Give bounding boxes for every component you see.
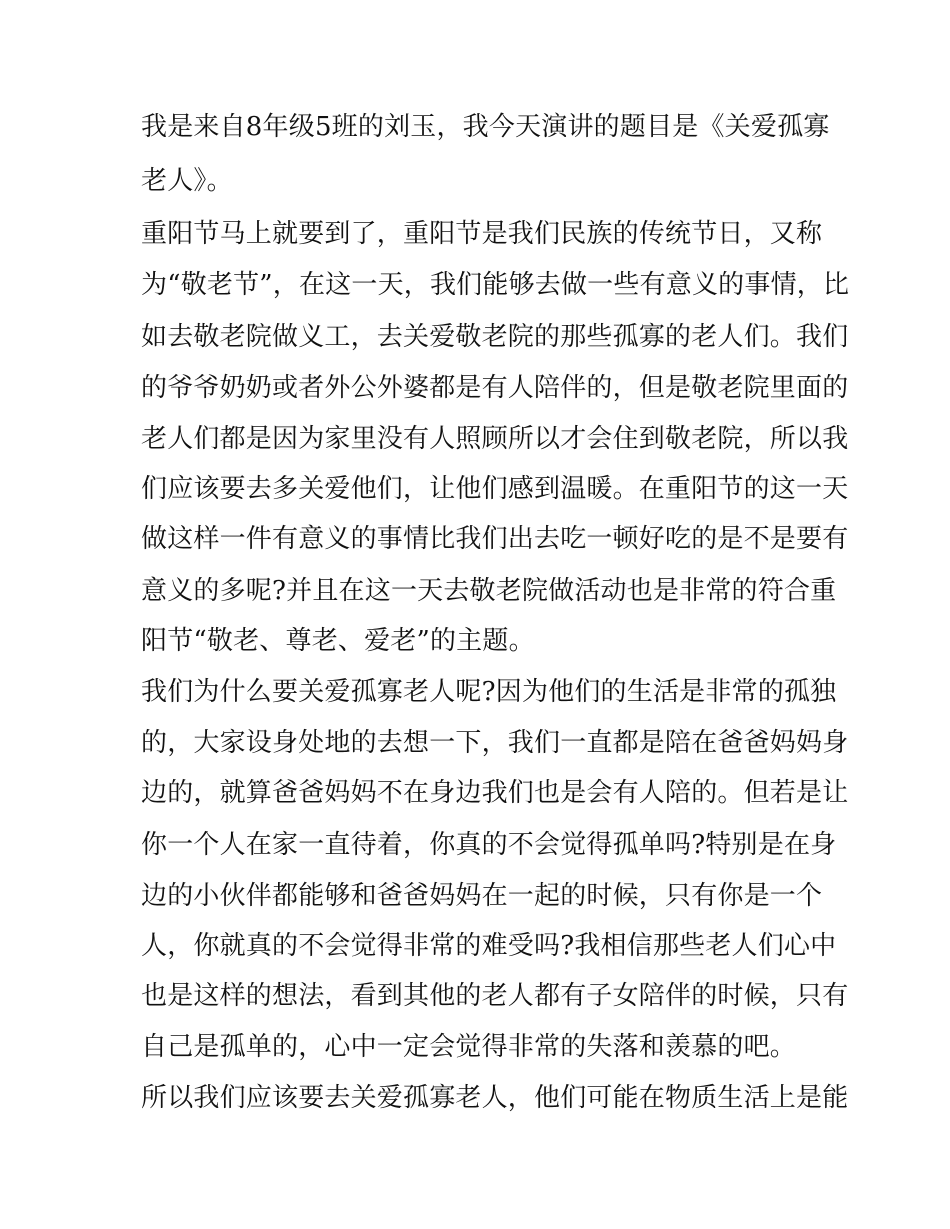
text-line: 人，你就真的不会觉得非常的难受吗?我相信那些老人们心中: [141, 931, 837, 961]
text-line: 的，大家设身处地的去想一下，我们一直都是陪在爸爸妈妈身: [141, 728, 849, 758]
text-line: 所以我们应该要去关爱孤寡老人，他们可能在物质生活上是能: [141, 1083, 849, 1113]
text-line: 们应该要去多关爱他们，让他们感到温暖。在重阳节的这一天: [141, 474, 849, 504]
text-line: 边的小伙伴都能够和爸爸妈妈在一起的时候，只有你是一个: [141, 881, 823, 911]
text-line: 我是来自8年级5班的刘玉，我今天演讲的题目是《关爱孤寡: [141, 112, 830, 142]
text-line: 重阳节马上就要到了，重阳节是我们民族的传统节日，又称: [141, 219, 823, 249]
text-line: 你一个人在家一直待着，你真的不会觉得孤单吗?特别是在身: [141, 830, 837, 860]
text-line: 也是这样的想法，看到其他的老人都有子女陪伴的时候，只有: [141, 981, 849, 1011]
text-line: 做这样一件有意义的事情比我们出去吃一顿好吃的是不是要有: [141, 524, 849, 554]
text-line: 老人们都是因为家里没有人照顾所以才会住到敬老院，所以我: [141, 424, 849, 454]
text-line: 阳节“敬老、尊老、爱老”的主题。: [141, 626, 535, 656]
text-line: 我们为什么要关爱孤寡老人呢?因为他们的生活是非常的孤独: [141, 677, 837, 707]
text-line: 意义的多呢?并且在这一天去敬老院做活动也是非常的符合重: [141, 576, 837, 606]
text-line: 自己是孤单的，心中一定会觉得非常的失落和羡慕的吧。: [141, 1032, 797, 1062]
text-line: 边的，就算爸爸妈妈不在身边我们也是会有人陪的。但若是让: [141, 778, 849, 808]
text-line: 为“敬老节”，在这一天，我们能够去做一些有意义的事情，比: [141, 270, 850, 300]
text-line: 如去敬老院做义工，去关爱敬老院的那些孤寡的老人们。我们: [141, 322, 849, 352]
text-line: 老人》。: [141, 166, 233, 196]
text-line: 的爷爷奶奶或者外公外婆都是有人陪伴的，但是敬老院里面的: [141, 373, 849, 403]
